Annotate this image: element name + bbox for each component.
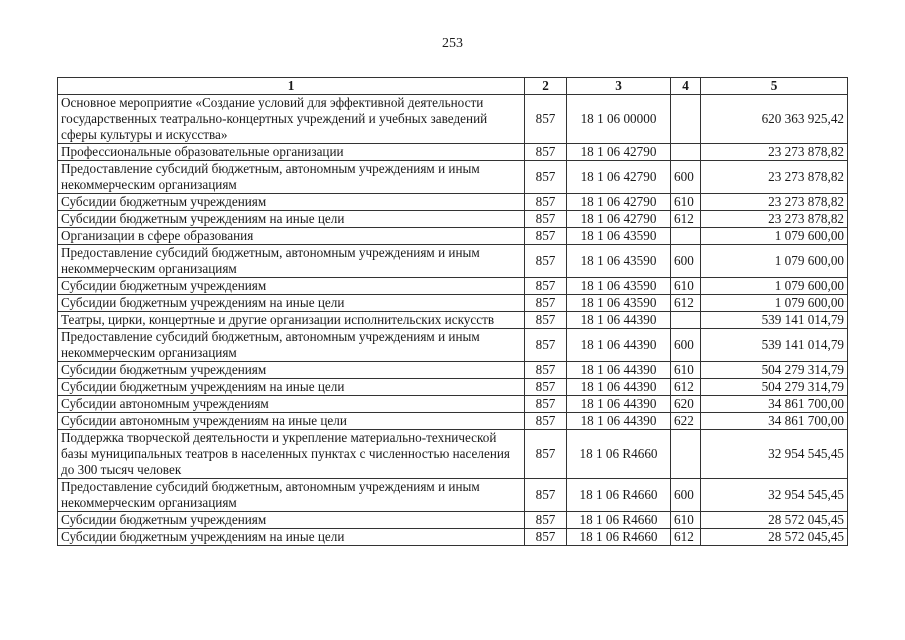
row-expense-kind-cell <box>671 430 701 479</box>
row-ministry-cell: 857 <box>525 362 567 379</box>
row-name-cell: Субсидии бюджетным учреждениям на иные цели <box>58 295 525 312</box>
row-code-cell: 18 1 06 R4660 <box>567 430 671 479</box>
row-name-cell: Субсидии бюджетным учреждениям <box>58 512 525 529</box>
page-number: 253 <box>442 36 463 51</box>
row-ministry-cell: 857 <box>525 529 567 546</box>
row-expense-kind-cell: 600 <box>671 245 701 278</box>
table-row <box>58 529 848 546</box>
row-code-cell: 18 1 06 44390 <box>567 329 671 362</box>
table-row <box>58 228 848 245</box>
table-row <box>58 512 848 529</box>
row-code-cell: 18 1 06 44390 <box>567 362 671 379</box>
budget-table <box>57 77 848 546</box>
row-code-cell: 18 1 06 42790 <box>567 161 671 194</box>
row-amount-cell: 32 954 545,45 <box>701 430 848 479</box>
row-name-cell: Субсидии бюджетным учреждениям на иные цели <box>58 211 525 228</box>
row-ministry-cell: 857 <box>525 512 567 529</box>
row-ministry-cell: 857 <box>525 211 567 228</box>
row-amount-cell: 539 141 014,79 <box>701 329 848 362</box>
row-code-cell: 18 1 06 44390 <box>567 379 671 396</box>
table-row <box>58 362 848 379</box>
table-header <box>58 78 848 95</box>
row-code-cell: 18 1 06 R4660 <box>567 512 671 529</box>
table-row <box>58 413 848 430</box>
row-amount-cell: 23 273 878,82 <box>701 144 848 161</box>
table-row <box>58 312 848 329</box>
row-name-cell: Театры, цирки, концертные и другие организации исполнительских искусств <box>58 312 525 329</box>
row-expense-kind-cell: 610 <box>671 512 701 529</box>
table-row <box>58 278 848 295</box>
row-amount-cell: 28 572 045,45 <box>701 512 848 529</box>
row-ministry-cell: 857 <box>525 396 567 413</box>
row-code-cell: 18 1 06 42790 <box>567 211 671 228</box>
row-code-cell: 18 1 06 42790 <box>567 144 671 161</box>
row-name-cell: Предоставление субсидий бюджетным, автономным учреждениям и иным некоммерческим организациям <box>58 245 525 278</box>
row-amount-cell: 34 861 700,00 <box>701 413 848 430</box>
header-col-5: 5 <box>701 78 848 95</box>
row-expense-kind-cell: 600 <box>671 479 701 512</box>
table-row <box>58 430 848 479</box>
row-amount-cell: 28 572 045,45 <box>701 529 848 546</box>
row-name-cell: Субсидии бюджетным учреждениям <box>58 278 525 295</box>
row-expense-kind-cell: 600 <box>671 329 701 362</box>
table-row <box>58 211 848 228</box>
row-code-cell: 18 1 06 R4660 <box>567 479 671 512</box>
row-ministry-cell: 857 <box>525 413 567 430</box>
row-expense-kind-cell: 612 <box>671 529 701 546</box>
row-code-cell: 18 1 06 43590 <box>567 228 671 245</box>
row-expense-kind-cell: 610 <box>671 194 701 211</box>
row-amount-cell: 32 954 545,45 <box>701 479 848 512</box>
table-row <box>58 144 848 161</box>
table-row <box>58 245 848 278</box>
header-row <box>58 78 848 95</box>
table-row <box>58 396 848 413</box>
row-expense-kind-cell: 622 <box>671 413 701 430</box>
row-amount-cell: 620 363 925,42 <box>701 95 848 144</box>
row-expense-kind-cell: 600 <box>671 161 701 194</box>
row-ministry-cell: 857 <box>525 278 567 295</box>
row-code-cell: 18 1 06 44390 <box>567 396 671 413</box>
row-name-cell: Субсидии автономным учреждениям <box>58 396 525 413</box>
row-code-cell: 18 1 06 43590 <box>567 278 671 295</box>
row-ministry-cell: 857 <box>525 144 567 161</box>
row-expense-kind-cell: 620 <box>671 396 701 413</box>
table-row <box>58 479 848 512</box>
row-ministry-cell: 857 <box>525 228 567 245</box>
row-amount-cell: 1 079 600,00 <box>701 228 848 245</box>
row-name-cell: Субсидии бюджетным учреждениям <box>58 362 525 379</box>
row-ministry-cell: 857 <box>525 430 567 479</box>
row-name-cell: Предоставление субсидий бюджетным, автономным учреждениям и иным некоммерческим организациям <box>58 479 525 512</box>
row-amount-cell: 23 273 878,82 <box>701 161 848 194</box>
table-row <box>58 329 848 362</box>
table-row <box>58 161 848 194</box>
row-expense-kind-cell <box>671 228 701 245</box>
row-name-cell: Основное мероприятие «Создание условий для эффективной деятельности государственных театрально-концертных учреждений и учебных заведений сферы культуры и искусства» <box>58 95 525 144</box>
row-name-cell: Поддержка творческой деятельности и укрепление материально-технической базы муниципальных театров в населенных пунктах с численностью населения до 300 тысяч человек <box>58 430 525 479</box>
row-name-cell: Предоставление субсидий бюджетным, автономным учреждениям и иным некоммерческим организациям <box>58 329 525 362</box>
row-code-cell: 18 1 06 44390 <box>567 413 671 430</box>
row-amount-cell: 1 079 600,00 <box>701 295 848 312</box>
row-ministry-cell: 857 <box>525 95 567 144</box>
row-name-cell: Предоставление субсидий бюджетным, автономным учреждениям и иным некоммерческим организациям <box>58 161 525 194</box>
row-ministry-cell: 857 <box>525 479 567 512</box>
row-ministry-cell: 857 <box>525 379 567 396</box>
row-name-cell: Субсидии бюджетным учреждениям на иные цели <box>58 379 525 396</box>
row-amount-cell: 23 273 878,82 <box>701 211 848 228</box>
row-expense-kind-cell <box>671 312 701 329</box>
row-expense-kind-cell: 610 <box>671 362 701 379</box>
row-name-cell: Субсидии автономным учреждениям на иные цели <box>58 413 525 430</box>
row-amount-cell: 504 279 314,79 <box>701 362 848 379</box>
row-expense-kind-cell <box>671 95 701 144</box>
row-name-cell: Профессиональные образовательные организации <box>58 144 525 161</box>
row-code-cell: 18 1 06 43590 <box>567 295 671 312</box>
row-ministry-cell: 857 <box>525 312 567 329</box>
row-expense-kind-cell <box>671 144 701 161</box>
row-name-cell: Субсидии бюджетным учреждениям <box>58 194 525 211</box>
row-amount-cell: 539 141 014,79 <box>701 312 848 329</box>
row-amount-cell: 504 279 314,79 <box>701 379 848 396</box>
header-col-3: 3 <box>567 78 671 95</box>
row-amount-cell: 34 861 700,00 <box>701 396 848 413</box>
row-name-cell: Субсидии бюджетным учреждениям на иные цели <box>58 529 525 546</box>
row-name-cell: Организации в сфере образования <box>58 228 525 245</box>
row-ministry-cell: 857 <box>525 295 567 312</box>
row-code-cell: 18 1 06 43590 <box>567 245 671 278</box>
header-col-2: 2 <box>525 78 567 95</box>
row-expense-kind-cell: 610 <box>671 278 701 295</box>
row-code-cell: 18 1 06 R4660 <box>567 529 671 546</box>
row-code-cell: 18 1 06 00000 <box>567 95 671 144</box>
row-code-cell: 18 1 06 44390 <box>567 312 671 329</box>
row-expense-kind-cell: 612 <box>671 295 701 312</box>
row-code-cell: 18 1 06 42790 <box>567 194 671 211</box>
row-ministry-cell: 857 <box>525 329 567 362</box>
row-expense-kind-cell: 612 <box>671 379 701 396</box>
header-col-4: 4 <box>671 78 701 95</box>
row-amount-cell: 1 079 600,00 <box>701 245 848 278</box>
header-col-1: 1 <box>58 78 525 95</box>
row-ministry-cell: 857 <box>525 245 567 278</box>
table-row <box>58 379 848 396</box>
row-amount-cell: 23 273 878,82 <box>701 194 848 211</box>
table-body <box>58 95 848 546</box>
row-amount-cell: 1 079 600,00 <box>701 278 848 295</box>
table-row <box>58 295 848 312</box>
table-row <box>58 194 848 211</box>
row-ministry-cell: 857 <box>525 194 567 211</box>
row-ministry-cell: 857 <box>525 161 567 194</box>
row-expense-kind-cell: 612 <box>671 211 701 228</box>
table-row <box>58 95 848 144</box>
